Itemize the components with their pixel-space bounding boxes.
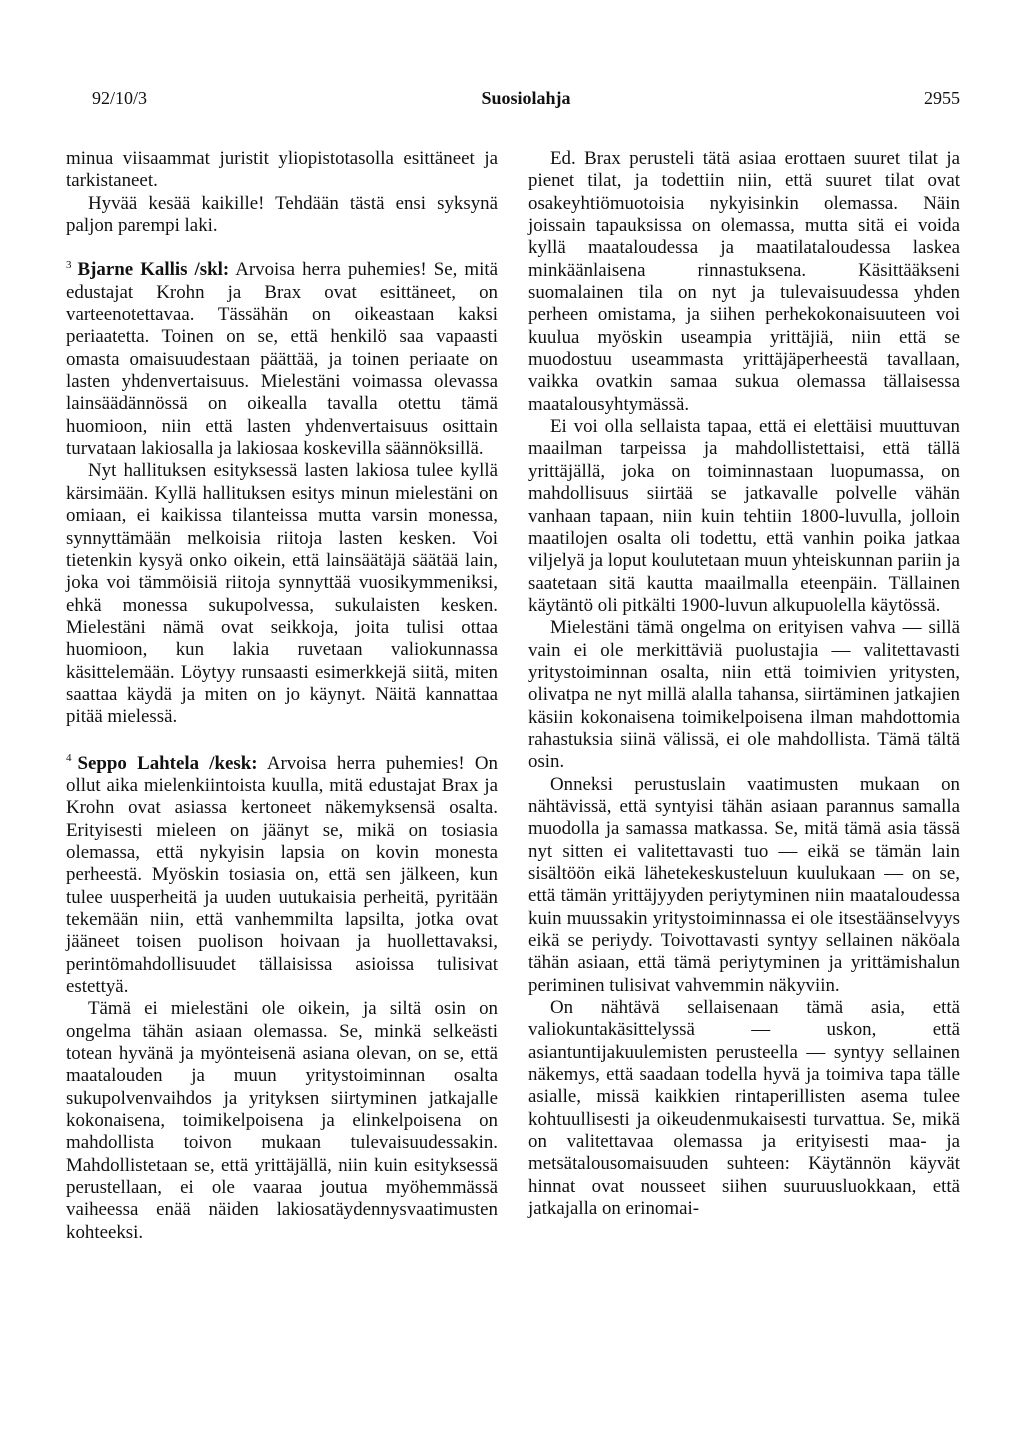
speaker-name: Seppo Lahtela /kesk: — [77, 752, 258, 774]
paragraph: Ei voi olla sellaista tapaa, että ei elettäisi muuttuvan maailman tarpeissa ja mahdollistettaisi, että tällä yrittäjällä, joka on toiminnastaan luopumassa, on mahdollisuus siirtää se jatkavalle polvelle vähän vanhaan tapaan, niin kuin tehtiin 1800-luvulla, jolloin maatilojen osalta oli todettu, että vanhin poika jatkaa viljelyä ja loput koulutetaan muun yhteiskunnan pariin ja saatetaan sitä kautta maailmalla eteenpäin. Tällainen käytäntö oli pitkälti 1900-luvun alkupuolella käytössä. — [528, 416, 960, 616]
paragraph: Onneksi perustuslain vaatimusten mukaan on nähtävissä, että syntyisi tähän asiaan parannus samalla muodolla ja samassa matkassa. Se, mitä tämä asia tässä nyt sitten ei valitettavasti tuo — eikä se tämän lain sisältöön eikä lähetekeskusteluun kuulukaan — on se, että tämän yrittäjyyden periytyminen niin maataloudessa kuin muussakin yritystoiminnassa ei ole itsestäänselvyys eikä se periydy. Toivottavasti syntyy sellainen näköala tähän asiaan, että tämä periytyminen ja yrittämishalun periminen tulisivat vahvemmin näkyviin. — [528, 773, 960, 996]
paragraph: Mielestäni tämä ongelma on erityisen vahva — sillä vain ei ole merkittäviä puolustajia — valitettavasti yritystoiminnan osalta, niin että toimivien yritysten, olivatpa ne nyt millä alalla tahansa, siirtäminen jatkajien käsiin kokonaisena toimikelpoisena ilman mahdottomia rahastuksia siinä välissä, ei ole mahdollista. Tämä tältä osin. — [528, 617, 960, 773]
speaker-name: Bjarne Kallis /skl: — [77, 259, 230, 281]
page-number: 2955 — [924, 88, 960, 108]
paragraph: Hyvää kesää kaikille! Tehdään tästä ensi syksynä paljon parempi laki. — [66, 192, 498, 237]
paragraph: minua viisaammat juristit yliopistotasolla esittäneet ja tarkistaneet. — [66, 148, 498, 192]
speech-bjarne-kallis — [66, 259, 498, 460]
paragraph: Nyt hallituksen esityksessä lasten lakiosa tulee kyllä kärsimään. Kyllä hallituksen esitys minun mielestäni on omiaan, ei kaikissa tilanteissa mutta varsin monessa, synnyttämään melkoisia riitoja lasten kesken. Voi tietenkin kysyä onko oikein, että lainsäätäjä säätää lain, joka voi tämmöisiä riitoja synnyttää vuosikymmeniksi, ehkä monessa sukupolvessa, sukulaisten kesken. Mielestäni nämä ovat seikkoja, joita tulisi ottaa huomioon, kun lakia ruvetaan valiokunnassa käsittelemään. Löytyy runsaasti esimerkkejä siitä, miten saattaa käydä ja miten on jo käynyt. Näitä kannattaa pitää mielessä. — [66, 460, 498, 728]
left-column — [66, 148, 498, 1244]
speech-number: 3 — [66, 259, 72, 272]
paragraph: Ed. Brax perusteli tätä asiaa erottaen suuret tilat ja pienet tilat, ja todettiin niin, että suuret tilat ovat osakeyhtiömuotoisia nykyisinkin olemassa. Näin joissain tapauksissa on olemassa, mutta sitä ei voida kyllä maataloudessa ja maatilataloudessa laskea minkäänlaisena rinnastuksena. Käsittääkseni suomalainen tila on nyt ja tulevaisuudessa yhden perheen omistama, ja siihen perhekokonaisuuteen voi kuulua myöskin useampia yrittäjiä, niin että se muodostuu useammasta yrittäjäperheestä tavallaan, vaikka ovatkin samaa sukua olemassa tällaisessa maatalousyhtymässä. — [528, 148, 960, 415]
speech-text: Arvoisa herra puhemies! Se, mitä edustajat Krohn ja Brax ovat esittäneet, on varteenotettavaa. Tässähän on oikeastaan kaksi periaatetta. Toinen on se, että henkilö saa vapaasti omasta omaisuudestaan päättää, ja toinen periaate on lasten yhdenvertaisuus. Mielestäni voimassa olevassa lainsäädännössä on oikealla tavalla otettu tämä huomioon, niin että lasten yhdenvertaisuus osittain turvataan lakiosalla ja lakiosaa koskevilla säännöksillä. — [66, 259, 499, 460]
document-number: 92/10/3 — [92, 88, 148, 108]
speech-number: 4 — [66, 752, 72, 765]
paragraph: On nähtävä sellaisenaan tämä asia, että valiokuntakäsittelyssä — uskon, että asiantuntijakuulemisten perusteella — syntyy sellainen näkemys, että saadaan todella hyvä ja toimiva tapa tälle asialle, missä kaikkien rintaperillisten asema tulee kohtuullisesti ja oikeudenmukaisesti turvattua. Se, mikä on valitettavaa olemassa ja erityisesti maa- ja metsätalousomaisuuden suhteen: Käytännön käyvät hinnat ovat nousseet siihen suuruusluokkaan, että jatkajalla on erinomai- — [528, 997, 960, 1220]
page-header — [92, 88, 960, 116]
speech-text: Arvoisa herra puhemies! On ollut aika mielenkiintoista kuulla, mitä edustajat Brax ja Krohn ovat asiassa kertoneet näkemyksensä osalta. Erityisesti mieleen on jäänyt se, mikä on tosiasia olemassa, että nykyisin lapsia on kovin monesta perheestä. Myöskin tosiasia on, että sen jälkeen, kun tulee uusperheitä ja uuden uutukaisia perheitä, pyritään tekemään niin, että vanhemmilta lapsilta, jotka ovat jääneet toisen puolison hoivaan ja huollettavaksi, perintömahdollisuudet tällaisissa asioissa tulisivat estettyä. — [66, 752, 498, 998]
speech-seppo-lahtela — [66, 753, 498, 999]
page-title: Suosiolahja — [481, 88, 571, 108]
paragraph: Tämä ei mielestäni ole oikein, ja siltä osin on ongelma tähän asiaan olemassa. Se, minkä selkeästi totean hyvänä ja myönteisenä asiana olevan, on se, että maatalouden ja muun yritystoiminnan osalta sukupolvenvaihdos ja yrityksen siirtyminen jatkajalle kokonaisena, toimikelpoisena ja elinkelpoisena on mahdollista toivon mukaan tulevaisuudessakin. Mahdollistetaan se, että yrittäjällä, niin kuin esityksessä perustellaan, ei ole vaaraa joutua myöhemmässä vaiheessa enää näiden lakiosatäydennysvaatimusten kohteeksi. — [66, 998, 498, 1243]
right-column — [528, 148, 960, 1221]
